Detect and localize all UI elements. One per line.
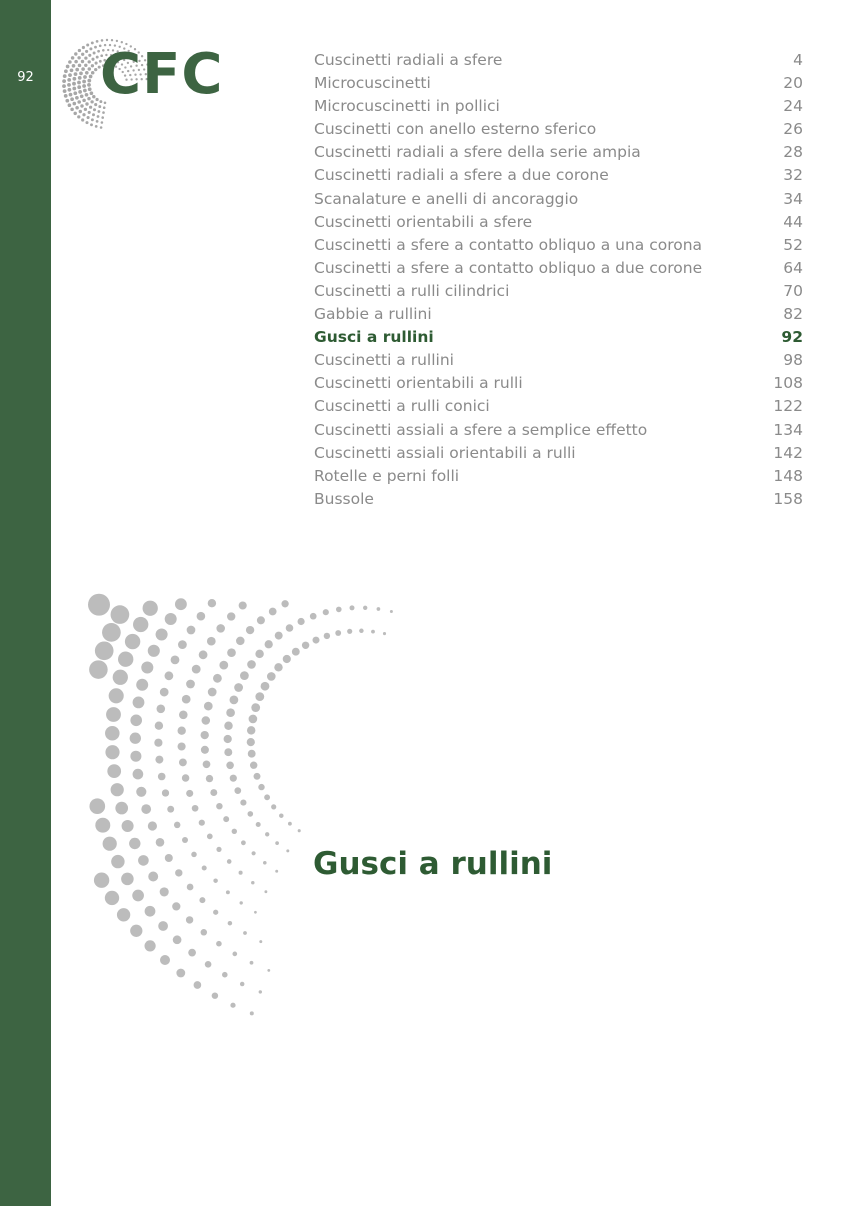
toc-entry-page: 98: [783, 351, 803, 370]
toc-entry[interactable]: [314, 442, 803, 465]
toc-entry-page: 122: [773, 397, 803, 416]
toc-entry[interactable]: [314, 349, 803, 372]
toc-entry-title: Cuscinetti a rulli cilindrici: [314, 281, 510, 300]
toc-entry-page: 134: [773, 420, 803, 439]
toc-entry-title: Cuscinetti a rullini: [314, 351, 454, 370]
toc-entry-title: Gabbie a rullini: [314, 305, 432, 324]
toc-entry[interactable]: [314, 234, 803, 257]
toc-entry-title: Microcuscinetti: [314, 74, 431, 93]
toc-entry[interactable]: [314, 188, 803, 211]
toc-entry[interactable]: [314, 465, 803, 488]
toc-entry[interactable]: [314, 49, 803, 72]
toc-entry-title: Rotelle e perni folli: [314, 466, 460, 485]
toc-entry[interactable]: [314, 118, 803, 141]
toc-entry[interactable]: [314, 303, 803, 326]
toc-entry-page: 4: [793, 51, 803, 69]
toc-entry-title: Cuscinetti radiali a sfere della serie ampia: [314, 143, 641, 162]
toc-entry-page: 142: [773, 443, 803, 462]
page-number: 92: [17, 70, 34, 85]
toc-entry[interactable]: [314, 372, 803, 395]
logo-text: CFC: [100, 42, 224, 107]
toc-entry[interactable]: [314, 141, 803, 164]
toc-entry-title: Cuscinetti a rulli conici: [314, 397, 490, 416]
toc-entry-page: 20: [783, 74, 803, 93]
toc-entry-title: Cuscinetti assiali orientabili a rulli: [314, 443, 576, 462]
toc-entry-title: Cuscinetti assiali a sfere a semplice effetto: [314, 420, 648, 439]
toc-entry[interactable]: [314, 95, 803, 118]
section-title: Gusci a rullini: [313, 846, 553, 882]
toc-entry-title: Gusci a rullini: [314, 328, 434, 347]
toc-entry-page: 24: [783, 97, 803, 116]
toc-entry-page: 148: [773, 466, 803, 485]
toc-entry-page: 64: [783, 258, 803, 277]
toc-entry[interactable]: [314, 257, 803, 280]
toc-entry-title: Microcuscinetti in pollici: [314, 97, 500, 116]
toc-entry-page: 28: [783, 143, 803, 162]
toc-entry[interactable]: [314, 164, 803, 187]
toc-entry[interactable]: [314, 419, 803, 442]
toc-entry[interactable]: [314, 326, 803, 349]
toc-entry-page: 52: [783, 235, 803, 254]
toc-entry-title: Cuscinetti a sfere a contatto obliquo a una corona: [314, 235, 703, 254]
toc-entry[interactable]: [314, 280, 803, 303]
toc-entry-page: 158: [773, 489, 803, 508]
table-of-contents: [314, 49, 803, 511]
toc-entry-page: 82: [783, 305, 803, 324]
toc-entry-page: 70: [783, 281, 803, 300]
toc-entry-title: Cuscinetti radiali a sfere: [314, 51, 503, 69]
toc-entry-title: Scanalature e anelli di ancoraggio: [314, 189, 579, 208]
toc-entry-title: Cuscinetti a sfere a contatto obliquo a due corone: [314, 258, 703, 277]
toc-entry-page: 34: [783, 189, 803, 208]
toc-entry[interactable]: [314, 488, 803, 511]
toc-entry-page: 26: [783, 120, 803, 139]
toc-entry-title: Cuscinetti orientabili a rulli: [314, 374, 523, 393]
toc-entry[interactable]: [314, 395, 803, 418]
toc-entry-page: 108: [773, 374, 803, 393]
toc-entry-page: 32: [783, 166, 803, 185]
toc-entry-title: Cuscinetti con anello esterno sferico: [314, 120, 597, 139]
toc-entry-title: Cuscinetti orientabili a sfere: [314, 212, 533, 231]
toc-entry[interactable]: [314, 72, 803, 95]
toc-entry[interactable]: [314, 211, 803, 234]
toc-entry-page: 44: [783, 212, 803, 231]
toc-entry-title: Bussole: [314, 489, 374, 508]
toc-entry-page: 92: [781, 328, 803, 347]
toc-entry-title: Cuscinetti radiali a sfere a due corone: [314, 166, 609, 185]
